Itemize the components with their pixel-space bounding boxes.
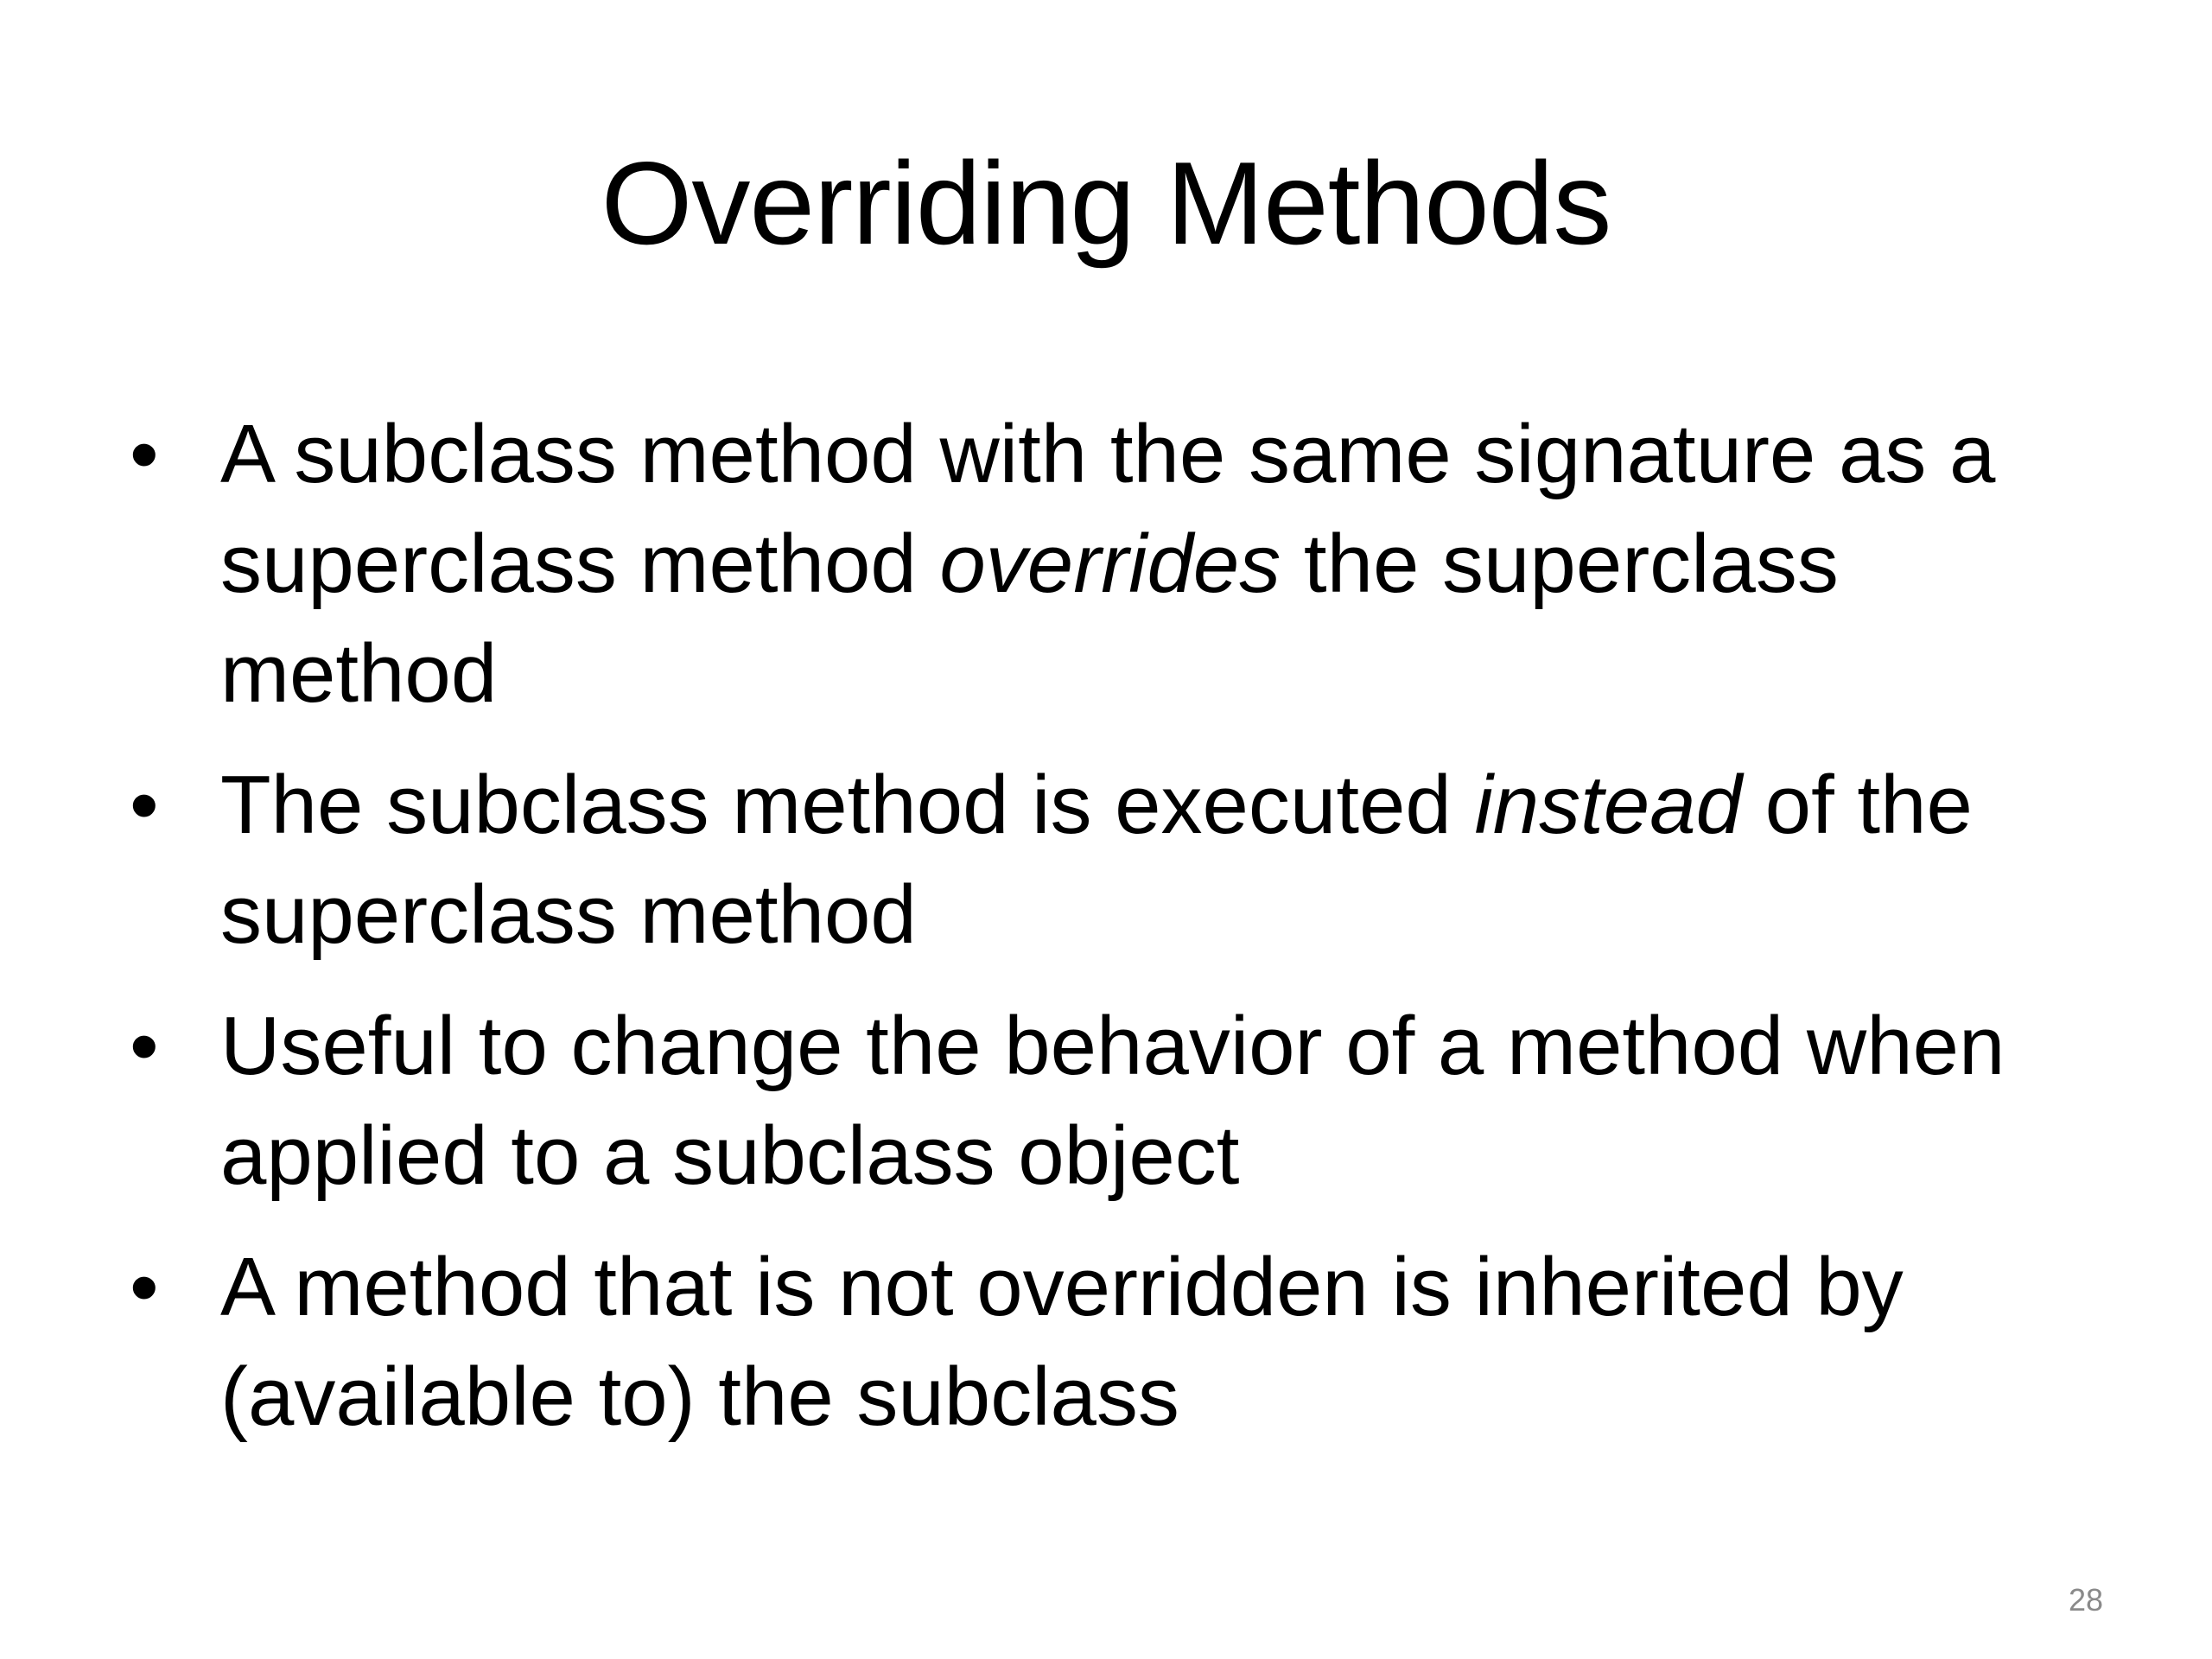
bullet-segment: Useful to change the behavior of a method when applied to a subclass object xyxy=(220,1000,2005,1202)
bullet-item xyxy=(130,399,2117,728)
page-number: 28 xyxy=(2068,1582,2103,1618)
bullet-segment: the superclass method xyxy=(220,518,1839,720)
bullet-emphasis: overrides xyxy=(939,518,1281,610)
slide-title: Overriding Methods xyxy=(601,137,1611,269)
bullet-marker: • xyxy=(130,1241,159,1333)
bullet-list xyxy=(130,399,2117,1473)
bullet-segment: of the superclass method xyxy=(220,759,1973,961)
bullet-segment: The subclass method is executed xyxy=(220,759,1475,851)
bullet-text xyxy=(220,759,1973,961)
bullet-item xyxy=(130,991,2117,1211)
bullet-item xyxy=(130,1232,2117,1452)
bullet-marker: • xyxy=(130,408,159,500)
bullet-emphasis: instead xyxy=(1474,759,1742,851)
bullet-segment: A method that is not overridden is inherited by (available to) the subclass xyxy=(220,1241,1904,1443)
bullet-text xyxy=(220,408,1995,720)
bullet-text xyxy=(220,1241,1904,1443)
bullet-marker: • xyxy=(130,759,159,851)
bullet-marker: • xyxy=(130,1000,159,1092)
bullet-segment: A subclass method with the same signature as a superclass method xyxy=(220,408,1996,610)
bullet-item xyxy=(130,750,2117,969)
bullet-text xyxy=(220,1000,2005,1202)
